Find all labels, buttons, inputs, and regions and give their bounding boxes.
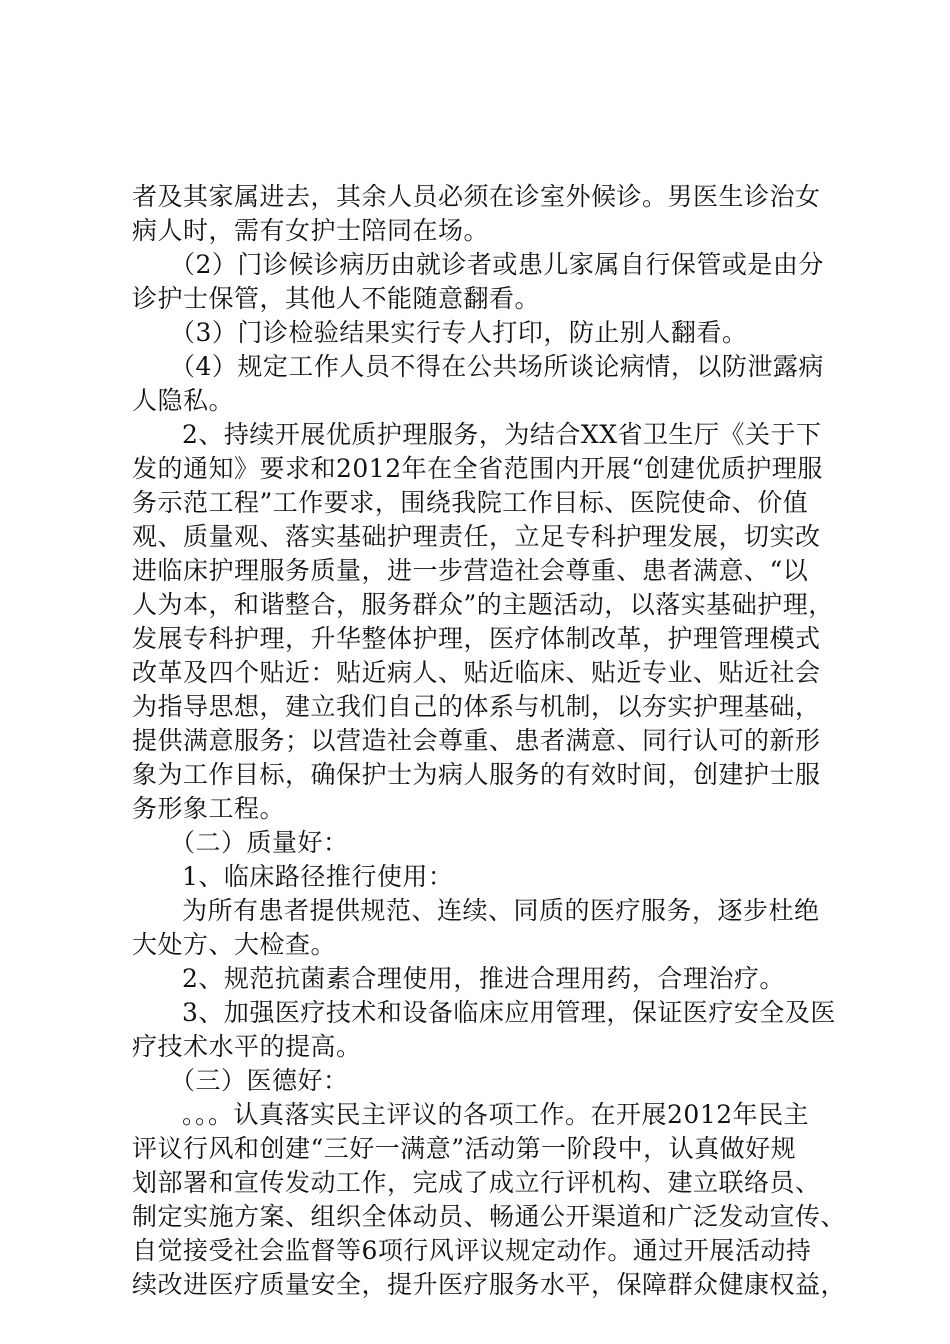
text-line: 人隐私。	[132, 386, 235, 415]
text-line: 发的通知》要求和2012年在全省范围内开展“创建优质护理服	[132, 454, 823, 483]
text-line: 象为工作目标，确保护士为病人服务的有效时间，创建护士服	[132, 760, 821, 789]
text-line: 发展专科护理，升华整体护理，医疗体制改革，护理管理模式	[132, 624, 821, 653]
text-line: 为所有患者提供规范、连续、同质的医疗服务，逐步杜绝	[182, 896, 820, 925]
text-line: 评议行风和创建“三好一满意”活动第一阶段中，认真做好规	[132, 1134, 797, 1163]
text-line: 进临床护理服务质量，进一步营造社会尊重、患者满意、“以	[132, 556, 809, 585]
text-line: 划部署和宣传发动工作，完成了成立行评机构、建立联络员、	[132, 1168, 821, 1197]
text-line: 3、加强医疗技术和设备临床应用管理，保证医疗安全及医	[182, 998, 836, 1027]
text-line: 2、规范抗菌素合理使用，推进合理用药，合理治疗。	[182, 964, 785, 993]
text-line: 大处方、大检查。	[132, 930, 337, 959]
section-heading: （三）医德好：	[170, 1066, 349, 1095]
text-line: 疗技术水平的提高。	[132, 1032, 362, 1061]
text-line: 诊护士保管，其他人不能随意翻看。	[132, 284, 541, 313]
text-line: 务示范工程”工作要求，围绕我院工作目标、医院使命、价值	[132, 488, 809, 517]
text-line: 改革及四个贴近：贴近病人、贴近临床、贴近专业、贴近社会	[132, 658, 821, 687]
section-heading: （二）质量好：	[170, 828, 349, 857]
text-line: 人为本，和谐整合，服务群众”的主题活动，以落实基础护理，	[132, 590, 834, 619]
text-line: 为指导思想，建立我们自己的体系与机制，以夯实护理基础，	[132, 692, 821, 721]
text-line: 病人时，需有女护士陪同在场。	[132, 216, 490, 245]
text-line: （4）规定工作人员不得在公共场所谈论病情，以防泄露病	[170, 352, 824, 381]
text-line: 制定实施方案、组织全体动员、畅通公开渠道和广泛发动宣传、	[132, 1202, 847, 1231]
text-line: （3）门诊检验结果实行专人打印，防止别人翻看。	[170, 318, 748, 347]
text-line: 2、持续开展优质护理服务，为结合XX省卫生厅《关于下	[182, 420, 822, 449]
text-line: 者及其家属进去，其余人员必须在诊室外候诊。男医生诊治女	[132, 182, 821, 211]
text-line: 观、质量观、落实基础护理责任，立足专科护理发展，切实改	[132, 522, 821, 551]
text-line: 。。。认真落实民主评议的各项工作。在开展2012年民主	[182, 1100, 810, 1129]
text-line: 续改进医疗质量安全，提升医疗服务水平，保障群众健康权益，	[132, 1270, 847, 1299]
text-line: （2）门诊候诊病历由就诊者或患儿家属自行保管或是由分	[170, 250, 824, 279]
text-line: 务形象工程。	[132, 794, 286, 823]
text-line: 1、临床路径推行使用：	[182, 862, 454, 891]
text-line: 提供满意服务；以营造社会尊重、患者满意、同行认可的新形	[132, 726, 821, 755]
text-line: 自觉接受社会监督等6项行风评议规定动作。通过开展活动持	[132, 1236, 812, 1265]
